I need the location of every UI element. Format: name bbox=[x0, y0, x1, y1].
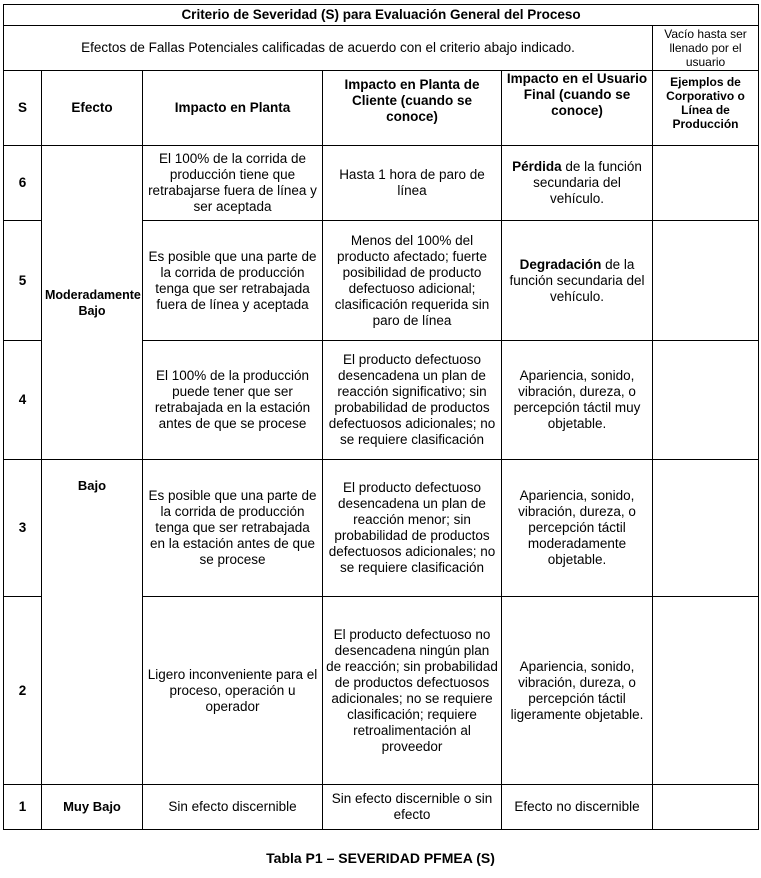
severity-value: 4 bbox=[4, 341, 42, 460]
usuario-bold: Degradación bbox=[519, 256, 602, 272]
severity-table bbox=[3, 4, 759, 830]
ejemplos-cell bbox=[653, 221, 759, 341]
severity-value: 5 bbox=[4, 221, 42, 341]
table-subtitle: Efectos de Fallas Potenciales calificadas de acuerdo con el criterio abajo indicado. bbox=[4, 26, 653, 71]
impacto-cliente-cell: Hasta 1 hora de paro de línea bbox=[323, 146, 502, 221]
impacto-usuario-cell: Apariencia, sonido, vibración, dureza, o percepción táctil muy objetable. bbox=[502, 341, 653, 460]
impacto-usuario-cell: Efecto no discernible bbox=[502, 785, 653, 830]
impacto-usuario-cell: Apariencia, sonido, vibración, dureza, o percepción táctil moderadamente objetable. bbox=[502, 460, 653, 597]
impacto-cliente-cell: Sin efecto discernible o sin efecto bbox=[323, 785, 502, 830]
effect-bajo: Bajo bbox=[42, 460, 143, 785]
header-impacto-usuario: Impacto en el Usuario Final (cuando se conoce) bbox=[502, 71, 653, 146]
usuario-rest: de la función secundaria del vehículo. bbox=[509, 256, 645, 304]
table-row bbox=[4, 146, 759, 221]
impacto-usuario-cell bbox=[502, 146, 653, 221]
table-caption: Tabla P1 – SEVERIDAD PFMEA (S) bbox=[266, 850, 495, 866]
effect-moderadamente-bajo: Moderadamente Bajo bbox=[42, 146, 143, 460]
severity-value: 2 bbox=[4, 597, 42, 785]
usuario-rest: de la función secundaria del vehículo. bbox=[533, 159, 642, 206]
effect-muy-bajo: Muy Bajo bbox=[42, 785, 143, 830]
table-title: Criterio de Severidad (S) para Evaluación General del Proceso bbox=[4, 5, 759, 26]
impacto-cliente-cell: El producto defectuoso desencadena un plan de reacción significativo; sin probabilidad de productos defectuosos adicionales; no se requiere clasificación bbox=[323, 341, 502, 460]
impacto-planta-cell: Ligero inconveniente para el proceso, operación u operador bbox=[143, 597, 323, 785]
impacto-planta-cell: El 100% de la corrida de producción tiene que retrabajarse fuera de línea y ser aceptada bbox=[143, 146, 323, 221]
ejemplos-cell bbox=[653, 597, 759, 785]
user-note: Vacío hasta ser llenado por el usuario bbox=[653, 26, 759, 71]
impacto-cliente-cell: El producto defectuoso no desencadena ningún plan de reacción; sin probabilidad de productos defectuosos adicionales; no se requiere clasificación; requiere retroalimentación al proveedor bbox=[323, 597, 502, 785]
impacto-planta-cell: Es posible que una parte de la corrida de producción tenga que ser retrabajada en la estación antes de que se procese bbox=[143, 460, 323, 597]
impacto-planta-cell: El 100% de la producción puede tener que ser retrabajada en la estación antes de que se procese bbox=[143, 341, 323, 460]
header-s: S bbox=[4, 71, 42, 146]
impacto-planta-cell: Es posible que una parte de la corrida de producción tenga que ser retrabajada fuera de línea y aceptada bbox=[143, 221, 323, 341]
impacto-planta-cell: Sin efecto discernible bbox=[143, 785, 323, 830]
impacto-cliente-cell: Menos del 100% del producto afectado; fuerte posibilidad de producto defectuoso adicional; clasificación requerida sin paro de línea bbox=[323, 221, 502, 341]
impacto-usuario-cell bbox=[502, 221, 653, 341]
severity-value: 3 bbox=[4, 460, 42, 597]
severity-value: 1 bbox=[4, 785, 42, 830]
header-efecto: Efecto bbox=[42, 71, 143, 146]
ejemplos-cell bbox=[653, 341, 759, 460]
header-ejemplos: Ejemplos de Corporativo o Línea de Producción bbox=[653, 71, 759, 146]
usuario-bold: Pérdida bbox=[512, 159, 562, 174]
header-impacto-planta: Impacto en Planta bbox=[143, 71, 323, 146]
table-row bbox=[4, 460, 759, 597]
severity-value: 6 bbox=[4, 146, 42, 221]
impacto-cliente-cell: El producto defectuoso desencadena un plan de reacción menor; sin probabilidad de productos defectuosos adicionales; no se requiere clasificación bbox=[323, 460, 502, 597]
ejemplos-cell bbox=[653, 460, 759, 597]
header-impacto-cliente: Impacto en Planta de Cliente (cuando se conoce) bbox=[323, 71, 502, 146]
ejemplos-cell bbox=[653, 146, 759, 221]
ejemplos-cell bbox=[653, 785, 759, 830]
impacto-usuario-cell: Apariencia, sonido, vibración, dureza, o percepción táctil ligeramente objetable. bbox=[502, 597, 653, 785]
table-row bbox=[4, 785, 759, 830]
